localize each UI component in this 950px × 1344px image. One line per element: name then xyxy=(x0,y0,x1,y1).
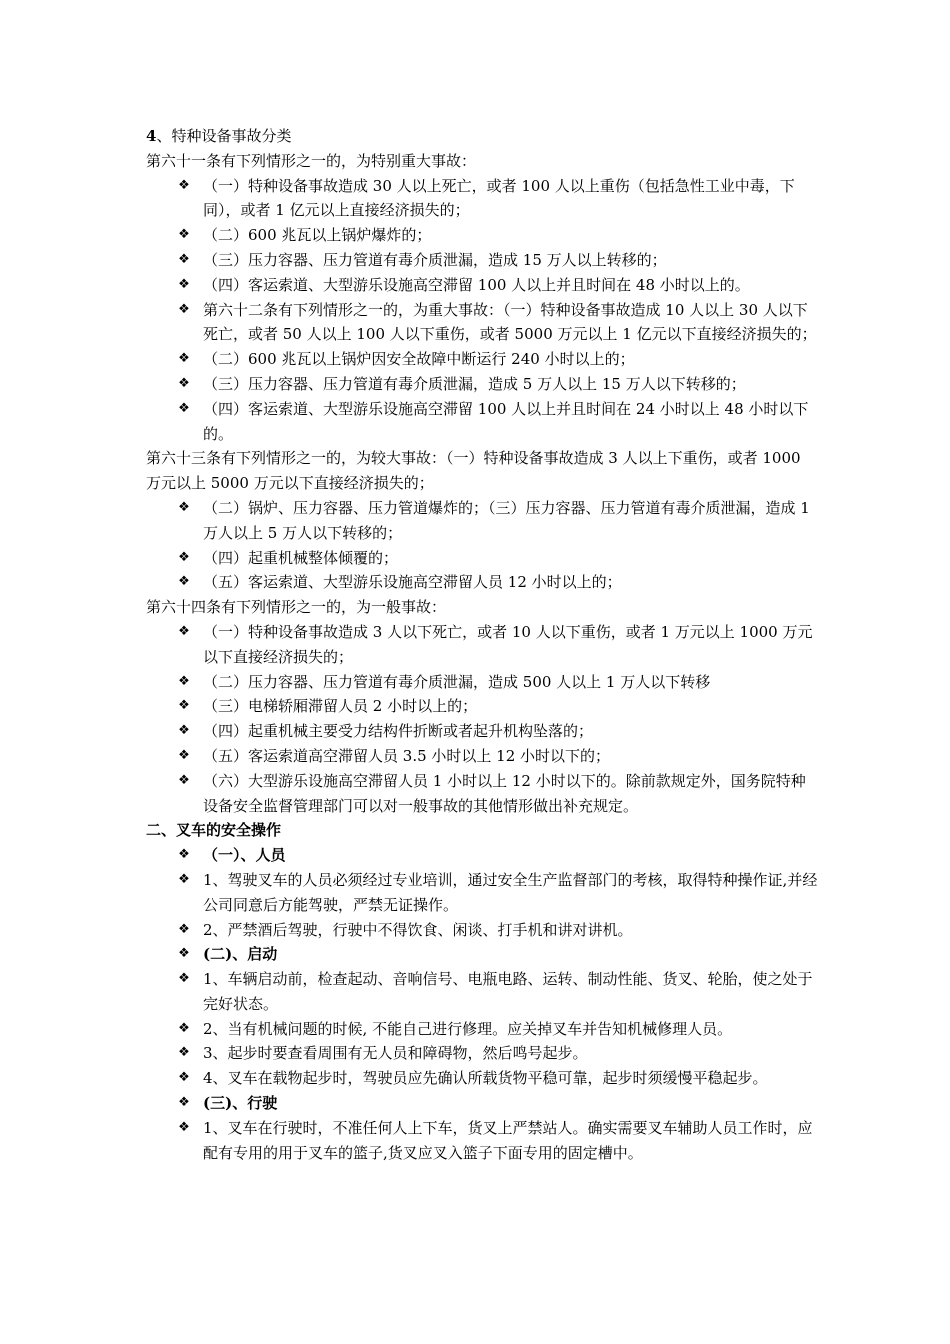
list-item-text: (三)、行驶 xyxy=(203,1094,278,1113)
list-item xyxy=(146,174,818,224)
diamond-bullet-icon: ❖ xyxy=(178,673,190,689)
diamond-bullet-icon: ❖ xyxy=(178,1119,190,1135)
list-item-text: （二）锅炉、压力容器、压力管道爆炸的；（三）压力容器、压力管道有毒介质泄漏，造成 1 万人以上 5 万人以下转移的； xyxy=(203,498,810,542)
paragraph-text: 、特种设备事故分类 xyxy=(156,127,292,145)
list-item xyxy=(146,273,818,298)
diamond-bullet-icon: ❖ xyxy=(178,276,190,292)
bullet-list xyxy=(146,174,818,447)
list-item xyxy=(146,372,818,397)
diamond-bullet-icon: ❖ xyxy=(178,946,190,962)
diamond-bullet-icon: ❖ xyxy=(178,549,190,565)
list-item xyxy=(146,620,818,670)
list-item xyxy=(146,744,818,769)
paragraph xyxy=(146,595,818,620)
list-item-text: （四）客运索道、大型游乐设施高空滞留 100 人以上并且时间在 48 小时以上的。 xyxy=(203,275,750,294)
diamond-bullet-icon: ❖ xyxy=(178,499,190,515)
list-item-text: 2、严禁酒后驾驶，行驶中不得饮食、闲谈、打手机和讲对讲机。 xyxy=(203,920,633,939)
diamond-bullet-icon: ❖ xyxy=(178,871,190,887)
diamond-bullet-icon: ❖ xyxy=(178,1020,190,1036)
list-item-text: （四）起重机械整体倾覆的； xyxy=(203,548,399,567)
diamond-bullet-icon: ❖ xyxy=(178,301,190,317)
list-item xyxy=(146,1017,818,1042)
diamond-bullet-icon: ❖ xyxy=(178,227,190,243)
list-item xyxy=(146,843,818,868)
list-item xyxy=(146,670,818,695)
list-item-text: （二）600 兆瓦以上锅炉爆炸的； xyxy=(203,226,432,245)
list-item-text: 1、车辆启动前，检查起动、音响信号、电瓶电路、运转、制动性能、货叉、轮胎，使之处于完好状态。 xyxy=(203,970,813,1013)
diamond-bullet-icon: ❖ xyxy=(178,971,190,987)
list-item-text: （一）特种设备事故造成 3 人以下死亡，或者 10 人以下重伤，或者 1 万元以上 1000 万元以下直接经济损失的； xyxy=(203,622,813,666)
diamond-bullet-icon: ❖ xyxy=(178,177,190,193)
list-item-text: 4、叉车在载物起步时，驾驶员应先确认所载货物平稳可靠，起步时须缓慢平稳起步。 xyxy=(203,1069,768,1088)
list-item-text: （二）600 兆瓦以上锅炉因安全故障中断运行 240 小时以上的； xyxy=(203,350,635,369)
paragraph-text: 二、叉车的安全操作 xyxy=(146,821,282,840)
paragraph-text: 第六十四条有下列情形之一的，为一般事故： xyxy=(146,598,447,617)
paragraph xyxy=(146,124,818,149)
diamond-bullet-icon: ❖ xyxy=(178,375,190,391)
list-item xyxy=(146,496,818,546)
list-item-text: （三）压力容器、压力管道有毒介质泄漏，造成 15 万人以上转移的； xyxy=(203,250,667,269)
document-page xyxy=(146,124,818,1165)
list-item-text: （四）客运索道、大型游乐设施高空滞留 100 人以上并且时间在 24 小时以上 48 小时以下的。 xyxy=(203,399,809,443)
list-item-text: 3、起步时要查看周围有无人员和障碍物，然后鸣号起步。 xyxy=(203,1044,588,1063)
diamond-bullet-icon: ❖ xyxy=(178,1095,190,1111)
diamond-bullet-icon: ❖ xyxy=(178,400,190,416)
diamond-bullet-icon: ❖ xyxy=(178,723,190,739)
list-item xyxy=(146,942,818,967)
list-item-text: （三）电梯轿厢滞留人员 2 小时以上的； xyxy=(203,697,478,716)
diamond-bullet-icon: ❖ xyxy=(178,772,190,788)
diamond-bullet-icon: ❖ xyxy=(178,747,190,763)
paragraph xyxy=(146,446,818,496)
diamond-bullet-icon: ❖ xyxy=(178,574,190,590)
diamond-bullet-icon: ❖ xyxy=(178,351,190,367)
list-item xyxy=(146,1066,818,1091)
list-item xyxy=(146,1116,818,1166)
paragraph xyxy=(146,149,818,174)
bullet-list xyxy=(146,620,818,818)
diamond-bullet-icon: ❖ xyxy=(178,623,190,639)
list-item xyxy=(146,298,818,348)
list-item-text: 1、驾驶叉车的人员必须经过专业培训，通过安全生产监督部门的考核，取得特种操作证,并经公司同意后方能驾驶，严禁无证操作。 xyxy=(203,870,818,914)
list-item-text: （五）客运索道、大型游乐设施高空滞留人员 12 小时以上的； xyxy=(203,573,622,592)
list-item-text: （六）大型游乐设施高空滞留人员 1 小时以上 12 小时以下的。除前款规定外，国务院特种设备安全监督管理部门可以对一般事故的其他情形做出补充规定。 xyxy=(203,771,806,815)
list-item-text: （一）、人员 xyxy=(203,846,286,865)
list-item xyxy=(146,918,818,943)
diamond-bullet-icon: ❖ xyxy=(178,698,190,714)
list-item xyxy=(146,769,818,819)
list-item-text: （五）客运索道高空滞留人员 3.5 小时以上 12 小时以下的； xyxy=(203,746,611,765)
list-item-text: （二）压力容器、压力管道有毒介质泄漏，造成 500 人以上 1 万人以下转移 xyxy=(203,672,711,691)
list-item xyxy=(146,694,818,719)
diamond-bullet-icon: ❖ xyxy=(178,251,190,267)
paragraph-text: 第六十三条有下列情形之一的，为较大事故：（一）特种设备事故造成 3 人以上下重伤，或者 1000 万元以上 5000 万元以下直接经济损失的； xyxy=(146,449,801,493)
bullet-list xyxy=(146,496,818,595)
diamond-bullet-icon: ❖ xyxy=(178,921,190,937)
list-item xyxy=(146,223,818,248)
list-item xyxy=(146,570,818,595)
list-item xyxy=(146,1041,818,1066)
diamond-bullet-icon: ❖ xyxy=(178,1070,190,1086)
list-item-text: 第六十二条有下列情形之一的，为重大事故：（一）特种设备事故造成 10 人以上 30 人以下死亡，或者 50 人以上 100 人以下重伤，或者 5000 万元以上 1 亿元以下直接经济损失的； xyxy=(203,300,817,344)
list-item-text: (二)、启动 xyxy=(203,945,278,964)
bullet-list xyxy=(146,843,818,1165)
list-item-text: （一）特种设备事故造成 30 人以上死亡，或者 100 人以上重伤（包括急性工业中毒，下同），或者 1 亿元以上直接经济损失的； xyxy=(203,176,795,220)
list-item xyxy=(146,347,818,372)
list-item xyxy=(146,1091,818,1116)
list-item xyxy=(146,868,818,918)
list-item-text: 1、叉车在行驶时，不准任何人上下车，货叉上严禁站人。确实需要叉车辅助人员工作时，应配有专用的用于叉车的篮子,货叉应叉入篮子下面专用的固定槽中。 xyxy=(203,1118,813,1162)
list-item xyxy=(146,719,818,744)
diamond-bullet-icon: ❖ xyxy=(178,847,190,863)
heading-number: 4 xyxy=(146,127,157,145)
list-item xyxy=(146,967,818,1017)
paragraph-text: 第六十一条有下列情形之一的，为特别重大事故： xyxy=(146,151,477,170)
list-item xyxy=(146,248,818,273)
diamond-bullet-icon: ❖ xyxy=(178,1045,190,1061)
list-item-text: （三）压力容器、压力管道有毒介质泄漏，造成 5 万人以上 15 万人以下转移的； xyxy=(203,374,746,393)
section-heading xyxy=(146,818,818,843)
list-item xyxy=(146,397,818,447)
list-item xyxy=(146,546,818,571)
list-item-text: （四）起重机械主要受力结构件折断或者起升机构坠落的； xyxy=(203,722,594,741)
list-item-text: 2、当有机械问题的时候, 不能自己进行修理。应关掉叉车并告知机械修理人员。 xyxy=(203,1019,733,1038)
